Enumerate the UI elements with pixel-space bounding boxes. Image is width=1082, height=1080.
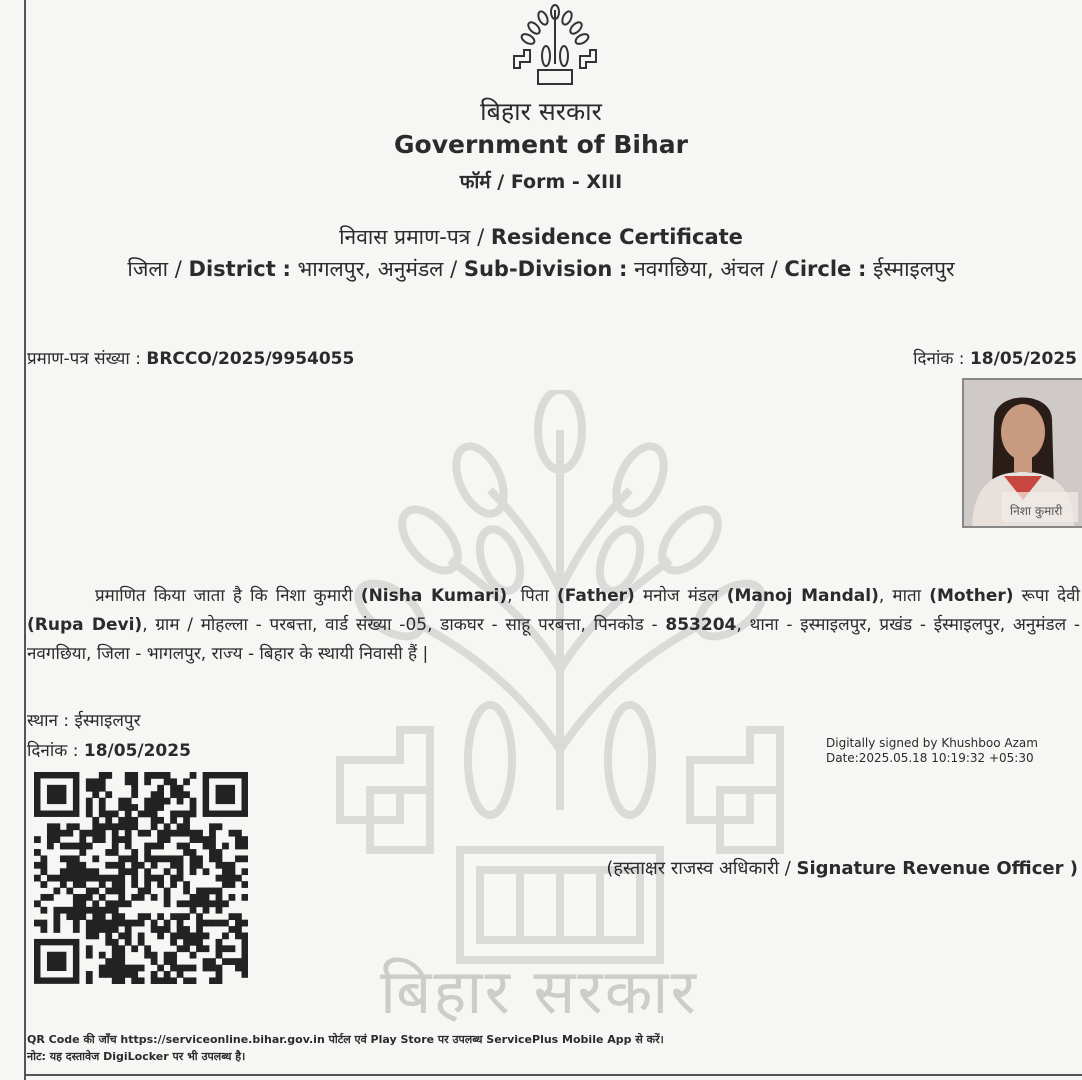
qr-code	[34, 772, 248, 984]
mother-name-english: (Rupa Devi)	[27, 615, 143, 635]
govt-title-hindi: बिहार सरकार	[480, 97, 602, 126]
signature-revenue-officer: (हस्ताक्षर राजस्व अधिकारी / Signature Revenue Officer )	[606, 858, 1078, 879]
digilocker-note: नोट: यह दस्तावेज DigiLocker पर भी उपलब्ध है।	[27, 1050, 246, 1063]
certificate-number	[27, 346, 354, 369]
father-name-english: (Manoj Mandal)	[726, 586, 879, 606]
bihar-emblem-icon	[510, 4, 600, 88]
jurisdiction-line: जिला / District : भागलपुर, अनुमंडल / Sub-Division : नवगछिया, अंचल / Circle : ईस्माइलपुर	[127, 257, 955, 281]
photo-caption: निशा कुमारी	[1010, 504, 1063, 518]
certification-paragraph: प्रमाणित किया जाता है कि निशा कुमारी (Nisha Kumari), पिता (Father) मनोज मंडल (Manoj Mandal), माता (Mother) रूपा देवी (Rupa Devi), ग्राम / मोहल्ला - परबत्ता, वार्ड संख्या -05, डाकघर - साहू परबत्ता, पिनकोड - 853204, थाना - इस्माइलपुर, प्रखंड - ईस्माइलपुर, अनुमंडल - नवगछिया, जिला - भागलपुर, राज्य - बिहार के स्थायी निवासी हैं |	[27, 586, 1080, 664]
form-label-english: Form - XIII	[510, 171, 623, 193]
cert-no-label: प्रमाण-पत्र संख्या :	[27, 349, 141, 369]
pincode: 853204	[665, 615, 737, 635]
form-number: फॉर्म / Form - XIII	[459, 171, 623, 193]
subdiv-value: नवगछिया,	[634, 257, 714, 281]
watermark-text: बिहार सरकार	[380, 955, 698, 1028]
cert-no-value: BRCCO/2025/9954055	[146, 349, 355, 369]
sign-date-line: दिनांक : 18/05/2025	[27, 741, 191, 761]
bihar-emblem-watermark	[320, 390, 800, 1040]
sign-date-value: 18/05/2025	[83, 741, 191, 761]
district-label-hi: जिला	[127, 257, 169, 281]
district-value: भागलपुर,	[297, 257, 371, 281]
district-label-en: District	[188, 257, 276, 281]
left-border	[24, 0, 26, 1080]
bottom-border	[24, 1074, 1082, 1076]
place-value: ईस्माइलपुर	[74, 711, 141, 731]
issue-date-label: दिनांक :	[913, 349, 965, 369]
circle-label-en: Circle	[784, 257, 852, 281]
subdiv-label-hi: अनुमंडल	[377, 257, 444, 281]
digital-sig-line1: Digitally signed by Khushboo Azam	[826, 736, 1038, 750]
digital-signature	[826, 736, 1038, 766]
name-english: (Nisha Kumari)	[360, 586, 508, 606]
issue-date	[913, 346, 1077, 369]
place-line: स्थान : ईस्माइलपुर	[27, 711, 141, 731]
certificate-title-hindi: निवास प्रमाण-पत्र	[339, 225, 471, 249]
applicant-photo	[962, 378, 1082, 528]
circle-label-hi: अंचल	[720, 257, 764, 281]
certificate-title-english: Residence Certificate	[490, 225, 743, 249]
govt-title-english: Government of Bihar	[394, 130, 688, 159]
digital-sig-line2: Date:2025.05.18 10:19:32 +05:30	[826, 751, 1034, 765]
form-label-hindi: फॉर्म	[459, 171, 491, 193]
circle-value: ईस्माइलपुर	[873, 257, 955, 281]
issue-date-value: 18/05/2025	[969, 349, 1077, 369]
subdiv-label-en: Sub-Division	[463, 257, 613, 281]
qr-verification-note: QR Code की जाँच https://serviceonline.bihar.gov.in पोर्टल एवं Play Store पर उपलब्ध ServicePlus Mobile App से करें।	[27, 1033, 664, 1046]
certificate-title: निवास प्रमाण-पत्र / Residence Certificate	[339, 225, 743, 249]
